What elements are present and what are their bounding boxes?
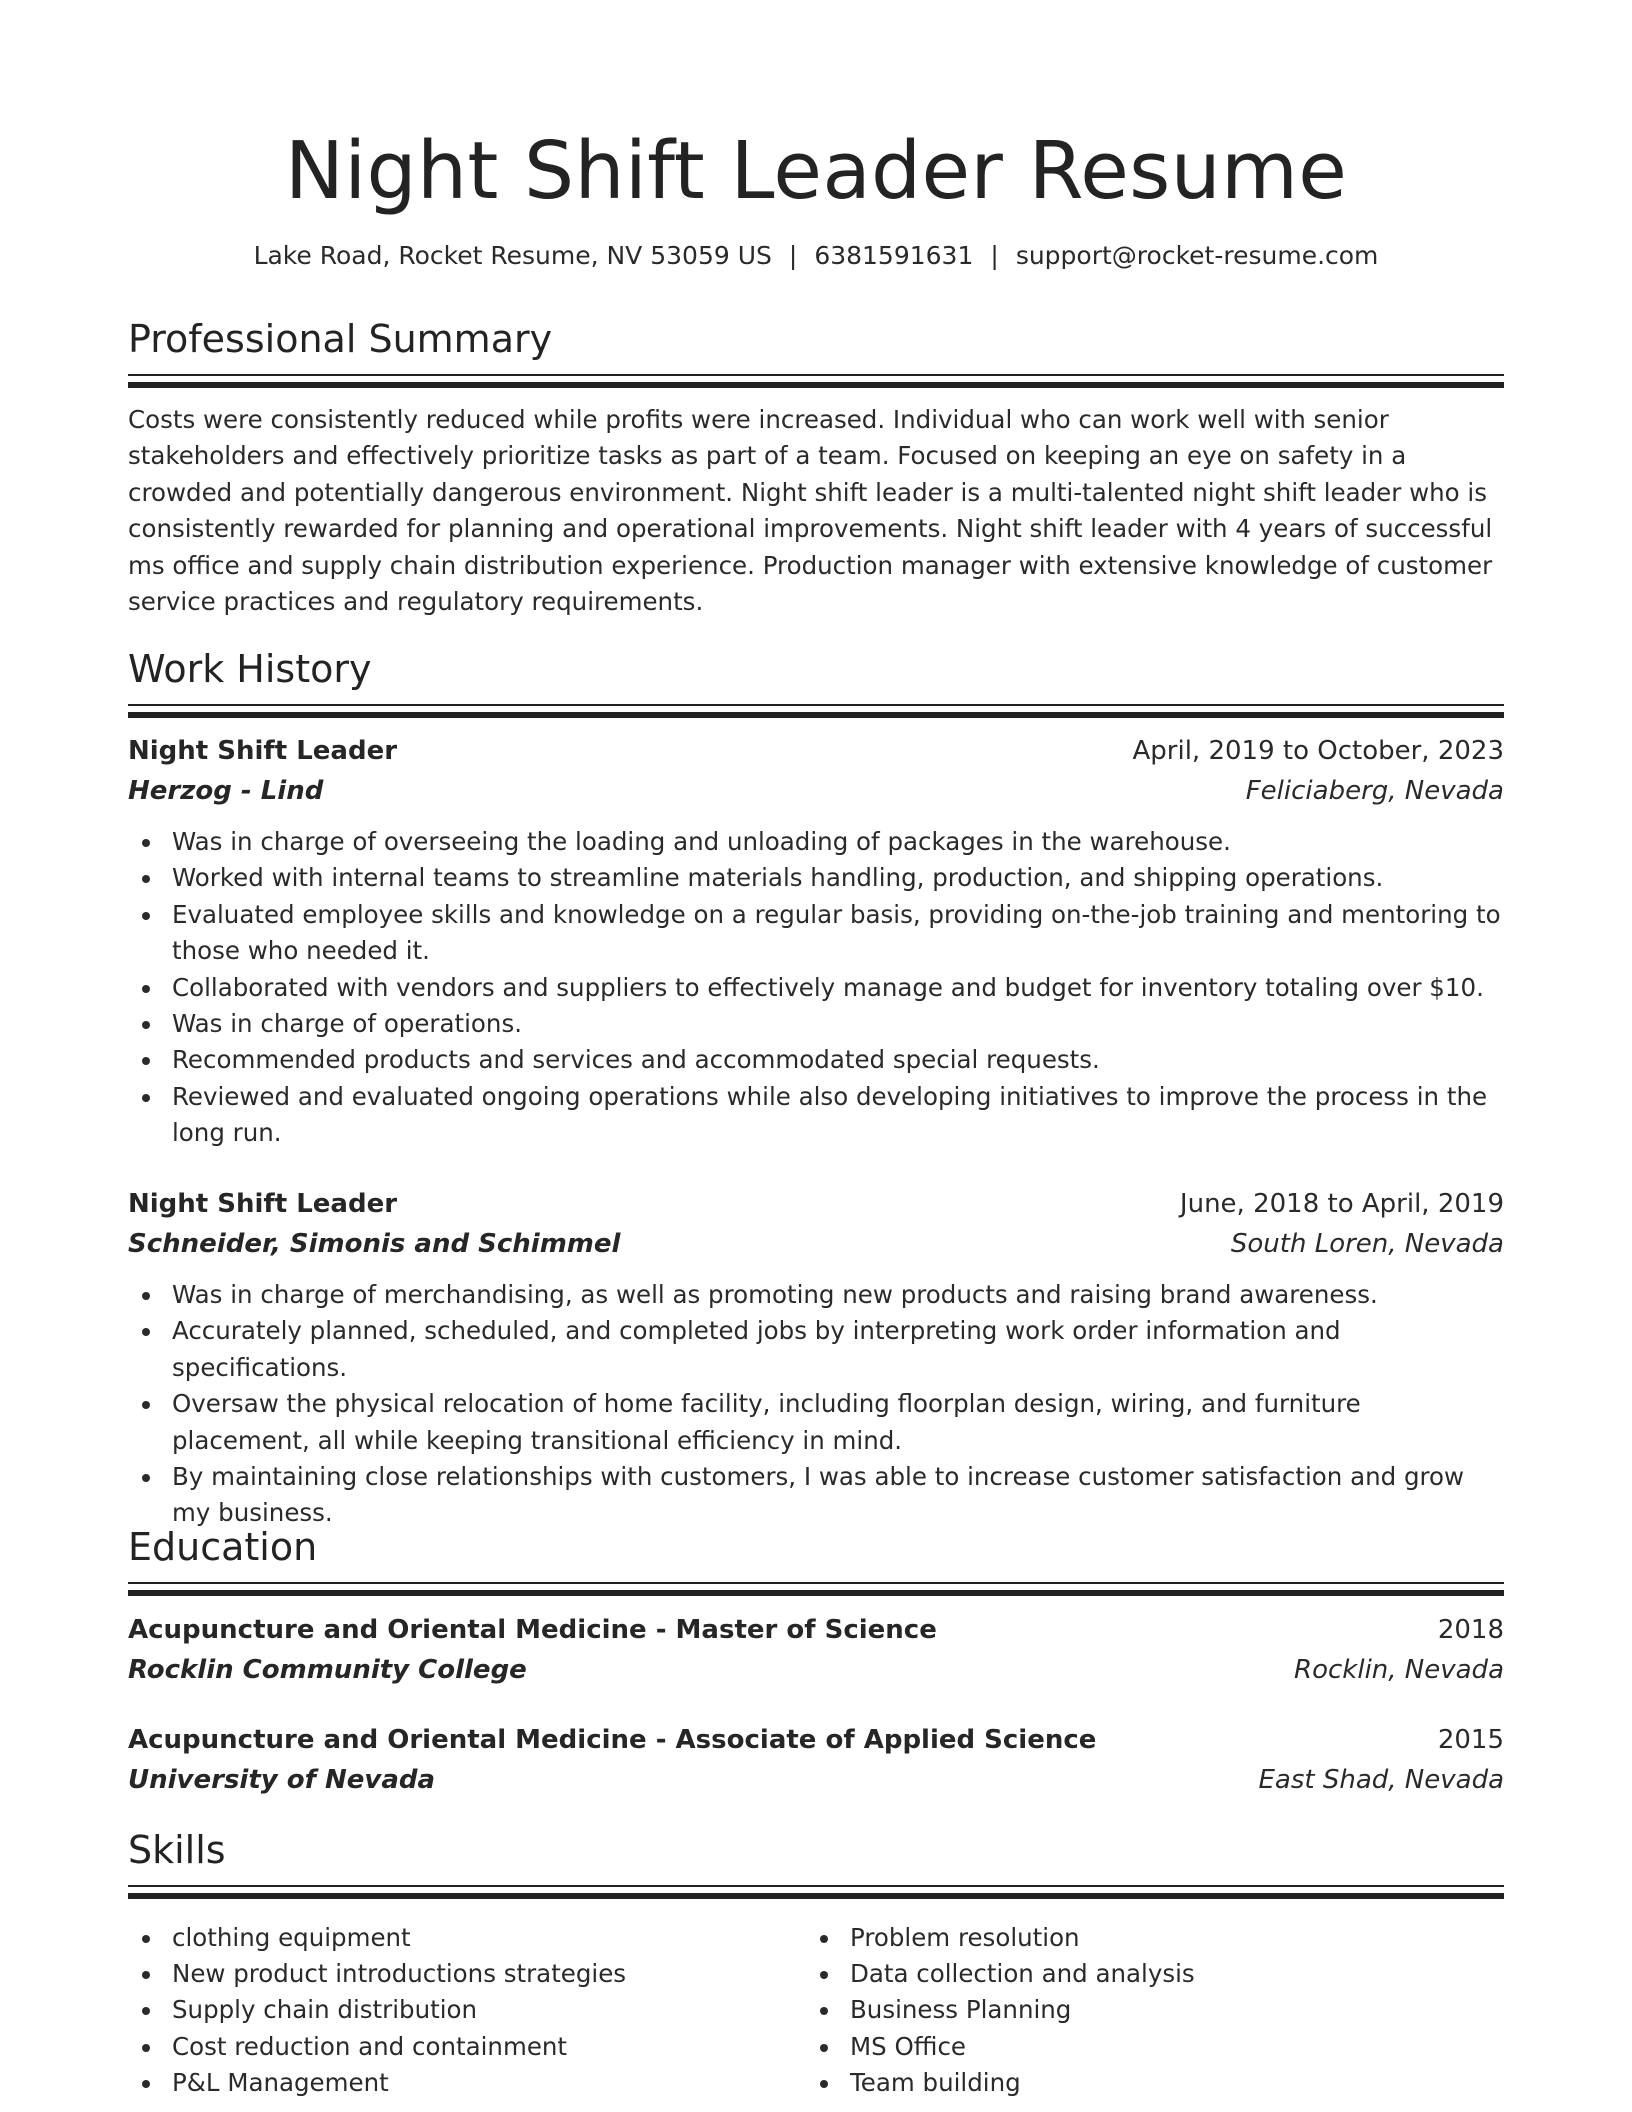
job-location: Feliciaberg, Nevada xyxy=(1245,776,1504,806)
skill-item: Business Planning xyxy=(806,1992,1466,2028)
contact-line xyxy=(128,236,1504,276)
job-location: South Loren, Nevada xyxy=(1230,1229,1504,1259)
skills-list-left xyxy=(128,1920,788,2101)
contact-phone: 6381591631 xyxy=(814,241,974,270)
education-school-row xyxy=(128,1760,1504,1800)
job-bullets xyxy=(128,824,1504,1152)
skill-item: Supply chain distribution xyxy=(128,1992,788,2028)
list-item: Recommended products and services and accommodated special requests. xyxy=(128,1042,1504,1078)
education-location: Rocklin, Nevada xyxy=(1294,1655,1504,1685)
education-degree-row xyxy=(128,1720,1504,1760)
education-school-row xyxy=(128,1650,1504,1690)
list-item: Was in charge of merchandising, as well as promoting new products and raising brand awareness. xyxy=(128,1277,1504,1313)
section-divider xyxy=(128,1582,1504,1596)
skill-item: New product introductions strategies xyxy=(128,1956,788,1992)
work-heading: Work History xyxy=(128,647,372,691)
skills-list-right xyxy=(806,1920,1466,2101)
job-company: Schneider, Simonis and Schimmel xyxy=(128,1229,621,1259)
contact-separator: | xyxy=(990,241,999,270)
education-school: Rocklin Community College xyxy=(128,1655,527,1685)
summary-section xyxy=(128,314,1504,364)
list-item: Collaborated with vendors and suppliers to effectively manage and budget for inventory totaling over $10. xyxy=(128,970,1504,1006)
list-item: Oversaw the physical relocation of home facility, including floorplan design, wiring, and furniture placement, all while keeping transitional efficiency in mind. xyxy=(128,1386,1504,1459)
contact-email: support@rocket-resume.com xyxy=(1015,241,1379,270)
section-divider xyxy=(128,1885,1504,1899)
job-role: Night Shift Leader xyxy=(128,736,398,766)
education-degree: Acupuncture and Oriental Medicine - Associate of Applied Science xyxy=(128,1725,1097,1755)
skill-item: clothing equipment xyxy=(128,1920,788,1956)
skill-item: Cost reduction and containment xyxy=(128,2029,788,2065)
education-year: 2018 xyxy=(1437,1615,1504,1645)
section-divider xyxy=(128,704,1504,718)
summary-text: Costs were consistently reduced while profits were increased. Individual who can work well with senior stakeholders and effectively prioritize tasks as part of a team. Focused on keeping an eye on safety in a crowded and potentially dangerous environment. Night shift leader is a multi-talented night shift leader who is consistently rewarded for planning and operational improvements. Night shift leader with 4 years of successful ms office and supply chain distribution experience. Production manager with extensive knowledge of customer service practices and regulatory requirements. xyxy=(128,405,1493,617)
list-item: Was in charge of operations. xyxy=(128,1006,1504,1042)
job-header-row xyxy=(128,731,1504,771)
list-item: Accurately planned, scheduled, and completed jobs by interpreting work order information and specifications. xyxy=(128,1313,1504,1386)
education-location: East Shad, Nevada xyxy=(1258,1765,1504,1795)
skills-heading: Skills xyxy=(128,1828,226,1872)
job-company-row xyxy=(128,771,1504,811)
section-divider xyxy=(128,374,1504,388)
skill-item: P&L Management xyxy=(128,2065,788,2101)
job-dates: June, 2018 to April, 2019 xyxy=(1179,1189,1504,1219)
education-year: 2015 xyxy=(1437,1725,1504,1755)
skill-item: MS Office xyxy=(806,2029,1466,2065)
job-header-row xyxy=(128,1184,1504,1224)
education-degree: Acupuncture and Oriental Medicine - Master of Science xyxy=(128,1615,937,1645)
list-item: By maintaining close relationships with customers, I was able to increase customer satisfaction and grow my business. xyxy=(128,1459,1504,1532)
work-section xyxy=(128,644,1504,694)
job-company: Herzog - Lind xyxy=(128,776,324,806)
resume-title: Night Shift Leader Resume xyxy=(284,125,1348,217)
skills-section xyxy=(128,1825,1504,1875)
job-role: Night Shift Leader xyxy=(128,1189,398,1219)
list-item: Reviewed and evaluated ongoing operations while also developing initiatives to improve the process in the long run. xyxy=(128,1079,1504,1152)
job-company-row xyxy=(128,1224,1504,1264)
education-section xyxy=(128,1522,1504,1572)
summary-heading: Professional Summary xyxy=(128,317,553,361)
list-item: Worked with internal teams to streamline materials handling, production, and shipping operations. xyxy=(128,860,1504,896)
job-dates: April, 2019 to October, 2023 xyxy=(1132,736,1504,766)
contact-address: Lake Road, Rocket Resume, NV 53059 US xyxy=(253,241,772,270)
education-school: University of Nevada xyxy=(128,1765,436,1795)
education-heading: Education xyxy=(128,1525,318,1569)
list-item: Was in charge of overseeing the loading and unloading of packages in the warehouse. xyxy=(128,824,1504,860)
skill-item: Problem resolution xyxy=(806,1920,1466,1956)
skill-item: Team building xyxy=(806,2065,1466,2101)
skill-item: Data collection and analysis xyxy=(806,1956,1466,1992)
contact-separator: | xyxy=(788,241,798,270)
job-bullets xyxy=(128,1277,1504,1532)
education-degree-row xyxy=(128,1610,1504,1650)
list-item: Evaluated employee skills and knowledge on a regular basis, providing on-the-job training and mentoring to those who needed it. xyxy=(128,897,1504,970)
